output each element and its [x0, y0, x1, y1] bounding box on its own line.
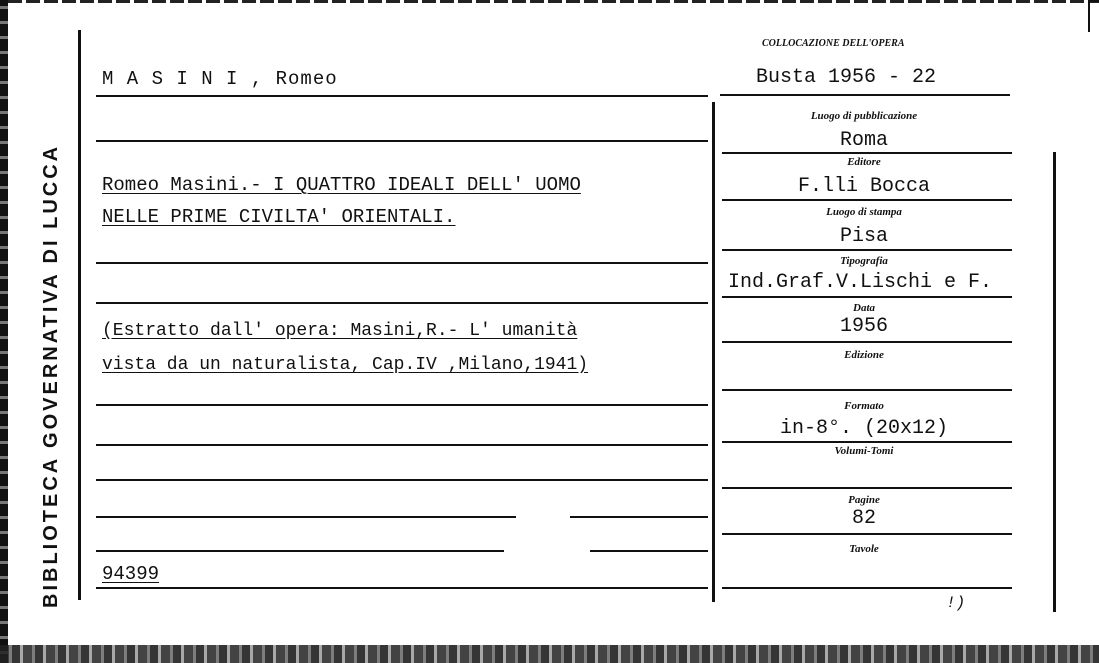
card-edge-right [1088, 0, 1099, 32]
card-edge-bottom [0, 645, 1099, 663]
author-rule [96, 95, 708, 97]
field-label-luogo-stampa: Luogo di stampa [826, 206, 902, 218]
collocation-rule [720, 94, 1010, 96]
author-name: M A S I N I , Romeo [102, 68, 338, 90]
field-label-formato: Formato [844, 400, 884, 412]
field-value-pagine: 82 [851, 507, 876, 530]
field-rule-1 [722, 152, 1012, 154]
field-label-tipografia: Tipografia [840, 255, 888, 267]
body-rule-4 [96, 404, 708, 406]
body-rule-3 [96, 302, 708, 304]
card-edge-left [0, 0, 8, 663]
field-label-tavole: Tavole [849, 543, 879, 555]
body-rule-7a [96, 516, 516, 518]
field-label-luogo-pubblicazione: Luogo di pubblicazione [810, 110, 918, 122]
field-label-pagine: Pagine [848, 494, 880, 506]
body-rule-6 [96, 479, 708, 481]
field-rule-9 [722, 533, 1012, 535]
note-line-2: vista da un naturalista, Cap.IV ,Milano,1941) [102, 355, 589, 375]
field-label-volumi-tomi: Volumi-Tomi [834, 445, 894, 457]
field-rule-7 [722, 441, 1012, 443]
field-label-edizione: Edizione [844, 349, 884, 361]
collocation-value: Busta 1956 - 22 [756, 66, 937, 89]
field-label-data: Data [853, 302, 875, 314]
body-rule-8a [96, 550, 504, 552]
field-value-luogo-stampa: Pisa [839, 225, 888, 248]
field-value-luogo-pubblicazione: Roma [839, 129, 888, 152]
title-line-2: NELLE PRIME CIVILTA' ORIENTALI. [102, 206, 456, 228]
corner-mark: !) [946, 594, 966, 612]
field-rule-2 [722, 199, 1012, 201]
title-line-1: Romeo Masini.- I QUATTRO IDEALI DELL' UOMO [102, 174, 581, 196]
field-value-formato: in-8°. (20x12) [779, 417, 949, 440]
field-rule-10 [722, 587, 1012, 589]
right-margin-line [1053, 152, 1056, 612]
field-rule-8 [722, 487, 1012, 489]
field-label-editore: Editore [847, 156, 881, 168]
card-edge-top [8, 0, 1099, 3]
field-rule-6 [722, 389, 1012, 391]
body-rule-7b [570, 516, 708, 518]
left-margin-line [78, 30, 81, 600]
field-rule-5 [722, 341, 1012, 343]
body-rule-1 [96, 140, 708, 142]
note-line-1: (Estratto dall' opera: Masini,R.- L' umanità [102, 321, 578, 341]
field-value-data: 1956 [839, 315, 888, 338]
body-rule-2 [96, 262, 708, 264]
library-name: BIBLIOTECA GOVERNATIVA DI LUCCA [40, 143, 62, 608]
body-rule-9 [96, 587, 708, 589]
field-value-tipografia: Ind.Graf.V.Lischi e F. [728, 271, 993, 294]
body-rule-8b [590, 550, 708, 552]
field-value-editore: F.lli Bocca [797, 175, 931, 198]
body-rule-5 [96, 444, 708, 446]
field-rule-4 [722, 296, 1012, 298]
collocation-label: COLLOCAZIONE DELL'OPERA [762, 38, 905, 49]
field-rule-3 [722, 249, 1012, 251]
inventory-number: 94399 [102, 563, 160, 585]
